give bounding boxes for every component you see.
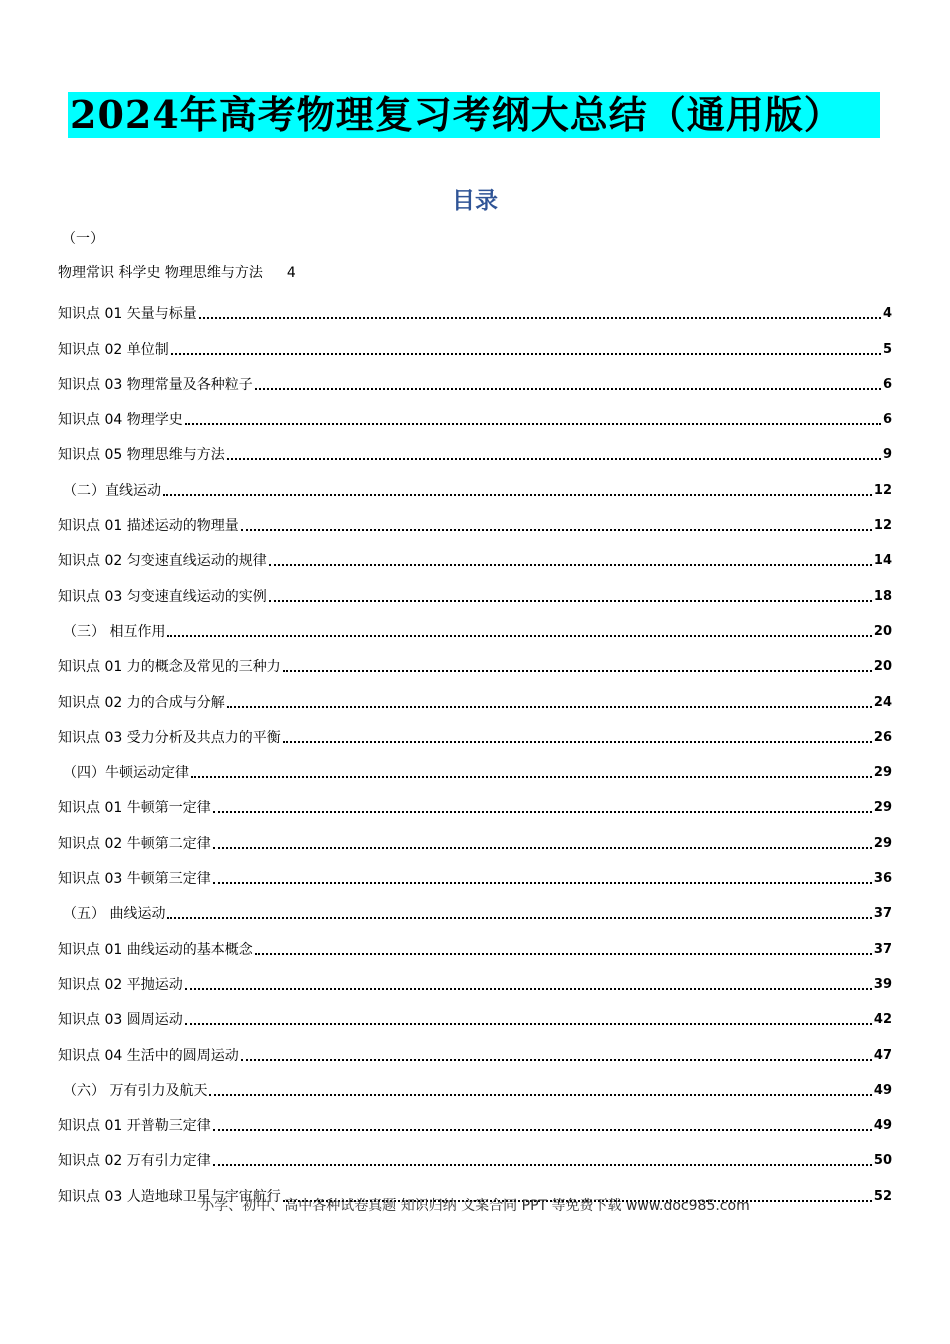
toc-entry-page: 49 (873, 1082, 892, 1098)
toc-dot-leader (213, 810, 872, 813)
toc-first-section-line[interactable] (58, 263, 296, 283)
toc-dot-leader (199, 316, 881, 319)
toc-dot-leader (213, 846, 872, 849)
toc-entry-label: （三） 相互作用 (63, 623, 166, 640)
toc-dot-leader (185, 1022, 872, 1025)
toc-item-entry[interactable] (58, 289, 892, 324)
toc-dot-leader (163, 493, 872, 496)
toc-entry-page: 47 (873, 1047, 892, 1063)
toc-item-entry[interactable] (58, 818, 892, 853)
toc-entry-label: 知识点 05 物理思维与方法 (58, 447, 225, 464)
toc-entry-label: 知识点 01 牛顿第一定律 (58, 800, 211, 817)
toc-entry-page: 18 (873, 588, 892, 604)
toc-item-entry[interactable] (58, 854, 892, 889)
toc-entry-label: 知识点 03 受力分析及共点力的平衡 (58, 729, 281, 746)
toc-entry-page: 6 (882, 412, 892, 428)
document-title: 2024年高考物理复习考纲大总结（通用版） (70, 92, 843, 137)
toc-entry-label: 知识点 01 力的概念及常见的三种力 (58, 659, 281, 676)
toc-dot-leader (213, 1128, 872, 1131)
toc-entry-page: 4 (882, 306, 892, 322)
toc-entry-page: 4 (286, 265, 296, 281)
toc-section-entry[interactable] (58, 465, 892, 500)
toc-dot-leader (227, 705, 872, 708)
toc-entry-page: 37 (873, 941, 892, 957)
toc-dot-leader (241, 528, 872, 531)
toc-dot-leader (283, 669, 872, 672)
toc-item-entry[interactable] (58, 395, 892, 430)
toc-entry-label: 知识点 02 单位制 (58, 341, 169, 358)
toc-entry-page: 37 (873, 906, 892, 922)
toc-dot-leader (241, 1058, 872, 1061)
toc-dot-leader (213, 881, 872, 884)
toc-entry-label: 知识点 04 生活中的圆周运动 (58, 1047, 239, 1064)
toc-dot-leader (213, 1163, 872, 1166)
toc-item-entry[interactable] (58, 960, 892, 995)
toc-section-entry[interactable] (58, 889, 892, 924)
toc-dot-leader (283, 740, 872, 743)
toc-item-entry[interactable] (58, 1136, 892, 1171)
toc-dot-leader (209, 1093, 871, 1096)
toc-item-entry[interactable] (58, 995, 892, 1030)
toc-item-entry[interactable] (58, 571, 892, 606)
toc-entry-label: 知识点 02 力的合成与分解 (58, 694, 225, 711)
toc-entry-page: 14 (873, 553, 892, 569)
toc-item-entry[interactable] (58, 924, 892, 959)
toc-entry-label: （五） 曲线运动 (63, 906, 166, 923)
toc-item-entry[interactable] (58, 430, 892, 465)
toc-heading: 目录 (452, 188, 498, 214)
toc-first-section-label: （一） (62, 231, 104, 247)
toc-entry-page: 29 (873, 765, 892, 781)
toc-dot-leader (167, 916, 871, 919)
toc-section-entry[interactable] (58, 1066, 892, 1101)
toc-entry-label: 知识点 03 牛顿第三定律 (58, 871, 211, 888)
toc-item-entry[interactable] (58, 677, 892, 712)
toc-entry-label: 物理常识 科学史 物理思维与方法 (58, 265, 263, 281)
toc-dot-leader (185, 987, 872, 990)
toc-entry-label: 知识点 04 物理学史 (58, 412, 183, 429)
toc-list (58, 289, 892, 1207)
toc-item-entry[interactable] (58, 501, 892, 536)
footer-text: 小学、初中、高中各种试卷真题 知识归纳 文案合同 PPT 等免费下载 www.doc985.com (200, 1198, 750, 1214)
toc-entry-label: 知识点 03 物理常量及各种粒子 (58, 376, 253, 393)
toc-entry-label: 知识点 02 牛顿第二定律 (58, 835, 211, 852)
toc-section-entry[interactable] (58, 748, 892, 783)
toc-entry-page: 5 (882, 341, 892, 357)
toc-section-entry[interactable] (58, 607, 892, 642)
toc-entry-label: 知识点 02 万有引力定律 (58, 1153, 211, 1170)
toc-entry-page: 29 (873, 800, 892, 816)
toc-dot-leader (227, 457, 881, 460)
toc-item-entry[interactable] (58, 783, 892, 818)
toc-dot-leader (167, 634, 871, 637)
toc-entry-label: 知识点 03 人造地球卫星与宇宙航行 (58, 1188, 281, 1205)
toc-dot-leader (269, 563, 872, 566)
toc-item-entry[interactable] (58, 1101, 892, 1136)
toc-entry-page: 49 (873, 1118, 892, 1134)
toc-item-entry[interactable] (58, 360, 892, 395)
toc-entry-page: 6 (882, 376, 892, 392)
toc-entry-label: 知识点 03 圆周运动 (58, 1012, 183, 1029)
toc-dot-leader (255, 952, 872, 955)
toc-entry-page: 39 (873, 976, 892, 992)
toc-entry-label: （四）牛顿运动定律 (63, 765, 189, 782)
toc-entry-label: 知识点 01 曲线运动的基本概念 (58, 941, 253, 958)
toc-item-entry[interactable] (58, 642, 892, 677)
toc-dot-leader (255, 387, 881, 390)
toc-entry-page: 50 (873, 1153, 892, 1169)
toc-entry-label: 知识点 03 匀变速直线运动的实例 (58, 588, 267, 605)
toc-entry-label: 知识点 01 开普勒三定律 (58, 1118, 211, 1135)
toc-item-entry[interactable] (58, 1030, 892, 1065)
toc-dot-leader (269, 599, 872, 602)
toc-entry-label: 知识点 01 矢量与标量 (58, 306, 197, 323)
toc-entry-page: 52 (873, 1188, 892, 1204)
toc-entry-page: 42 (873, 1012, 892, 1028)
toc-entry-page: 20 (873, 659, 892, 675)
toc-item-entry[interactable] (58, 324, 892, 359)
toc-item-entry[interactable] (58, 713, 892, 748)
toc-entry-page: 20 (873, 623, 892, 639)
toc-entry-page: 24 (873, 694, 892, 710)
toc-entry-page: 9 (882, 447, 892, 463)
toc-entry-page: 12 (873, 482, 892, 498)
toc-entry-label: （二）直线运动 (63, 482, 161, 499)
toc-entry-page: 29 (873, 835, 892, 851)
toc-entry-label: 知识点 02 匀变速直线运动的规律 (58, 553, 267, 570)
toc-entry-page: 12 (873, 518, 892, 534)
toc-entry-label: 知识点 01 描述运动的物理量 (58, 518, 239, 535)
toc-item-entry[interactable] (58, 536, 892, 571)
toc-entry-page: 26 (873, 729, 892, 745)
toc-entry-label: （六） 万有引力及航天 (63, 1082, 208, 1099)
toc-dot-leader (185, 422, 881, 425)
toc-dot-leader (171, 352, 881, 355)
toc-entry-label: 知识点 02 平抛运动 (58, 976, 183, 993)
toc-entry-page: 36 (873, 871, 892, 887)
toc-dot-leader (191, 775, 872, 778)
